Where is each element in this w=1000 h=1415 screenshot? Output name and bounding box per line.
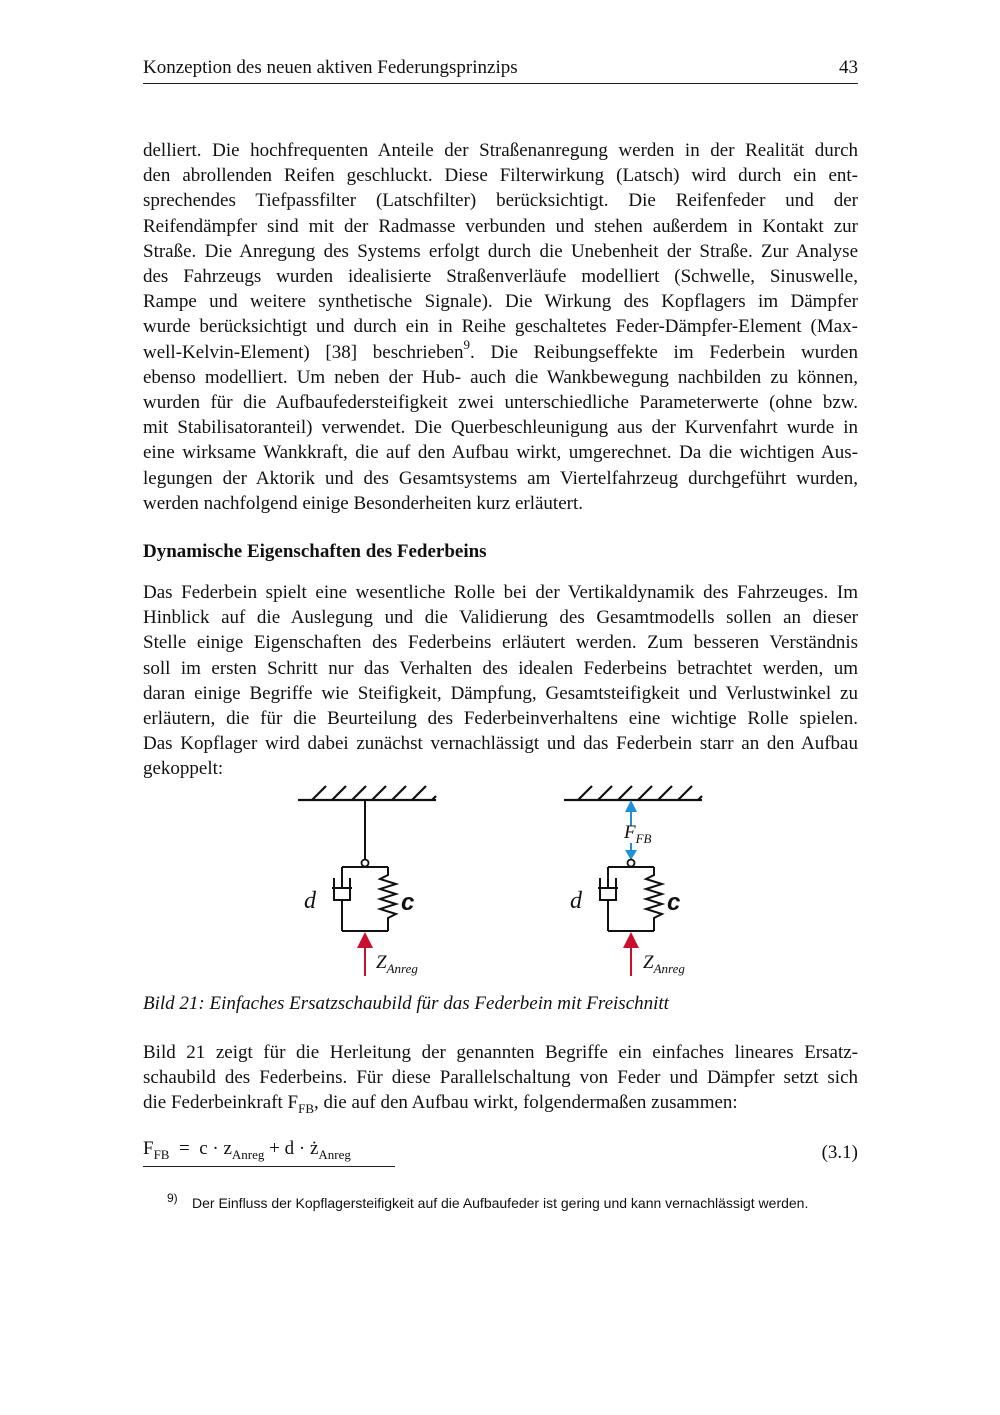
paragraph-line: wurden für die Aufbaufedersteifigkeit zwei unterschiedliche Parameterwerte (ohne bzw. [143, 392, 858, 414]
eq-equals: = [178, 1138, 190, 1159]
paragraph-line: Hinblick auf die Auslegung und die Validierung des Gesamtmodells sollen an dieser [143, 607, 858, 629]
fixed-ground-hatch [298, 786, 436, 800]
paragraph-line: erläutern, die für die Beurteilung des Federbeinverhaltens eine wichtige Rolle spielen. [143, 708, 858, 730]
paragraph-line: mit Stabilisatoranteil) verwendet. Die Querbeschleunigung aus der Kurvenfahrt wurde in [143, 417, 858, 439]
page-number: 43 [839, 57, 858, 78]
paragraph-line: Das Federbein spielt eine wesentliche Rolle bei der Vertikaldynamik des Fahrzeuges. Im [143, 582, 858, 603]
paragraph-line: Straße. Die Anregung des Systems erfolgt durch die Unebenheit der Straße. Zur Analyse [143, 240, 858, 262]
eq-term1-subscript: Anreg [231, 1147, 265, 1162]
eq-lhs: F [143, 1138, 154, 1159]
eq-lhs-subscript: FB [153, 1147, 170, 1162]
line-text: , die auf den Aufbau wirkt, folgendermaßen zusammen: [314, 1092, 738, 1114]
footnote [167, 1193, 827, 1214]
excitation-base: Z [376, 952, 387, 973]
paragraph-line: des Fahrzeugs wurden idealisierte Straßenverläufe modelliert (Schwelle, Sinuswelle, [143, 266, 858, 288]
figure-caption: Bild 21: Einfaches Ersatzschaubild für das Federbein mit Freischnitt [143, 993, 669, 1014]
equation-3-1 [143, 1138, 858, 1178]
line-text: well-Kelvin-Element) [38] beschrieben [143, 341, 464, 363]
right-strut-model-free-body [564, 786, 702, 976]
force-base: F [624, 822, 636, 843]
paragraph-derivation [143, 1040, 858, 1117]
header-title: Konzeption des neuen aktiven Federungsprinzips [143, 57, 518, 78]
fixed-ground-hatch [564, 786, 702, 800]
paragraph-line: soll im ersten Schritt nur das Verhalten des idealen Federbeins betrachtet werden, um [143, 657, 858, 679]
paragraph-line: legungen der Aktorik und des Gesamtsystems am Viertelfahrzeug durchgeführt wurden, [143, 467, 858, 489]
strut-diagram-figure [290, 780, 720, 980]
damper-label: d [570, 888, 582, 914]
paragraph-line: Bild 21 zeigt für die Herleitung der genannten Begriffe ein einfaches lineares Ersatz- [143, 1042, 858, 1063]
section-heading: Dynamische Eigenschaften des Federbeins [143, 541, 487, 562]
spring-damper-element [332, 867, 396, 931]
excitation-label [376, 952, 418, 976]
paragraph-line: schaubild des Federbeins. Für diese Parallelschaltung von Feder und Dämpfer setzt sich [143, 1067, 858, 1089]
paragraph-line: ebenso modelliert. Um neben der Hub- auch die Wankbewegung nachbilden zu können, [143, 366, 858, 388]
paragraph-line: sprechendes Tiefpassfilter (Latschfilter) berücksichtigt. Die Reifenfeder und der [143, 190, 858, 212]
spring-damper-element [598, 867, 662, 931]
joint [362, 860, 369, 867]
line-text: . Die Reibungseffekte im Federbein wurden [470, 341, 858, 363]
excitation-base: Z [643, 952, 654, 973]
paragraph-line [143, 1090, 858, 1116]
paragraph-line: delliert. Die hochfrequenten Anteile der Straßenanregung werden in der Realität durch [143, 140, 858, 161]
damper-label: d [304, 888, 316, 914]
excitation-subscript: Anreg [386, 961, 418, 976]
paragraph-line: Rampe und weitere synthetische Signale). Die Wirkung des Kopflagers im Dämpfer [143, 291, 858, 313]
force-subscript: FB [635, 831, 652, 846]
paragraph-line: Reifendämpfer sind mit der Radmasse verbunden und stehen außerdem in Kontakt zur [143, 215, 858, 237]
eq-plus: + [269, 1138, 280, 1159]
paragraph-line: Stelle einige Eigenschaften des Federbeins erläutert werden. Zum besseren Verständnis [143, 632, 858, 654]
paragraph-model-description [143, 138, 858, 516]
paragraph-line: den abrollenden Reifen geschluckt. Diese Filterwirkung (Latsch) wird durch ein ent- [143, 165, 858, 187]
paragraph-strut-intro [143, 580, 858, 782]
line-text: die Federbeinkraft F [143, 1092, 299, 1114]
footnote-reference[interactable]: 9 [463, 337, 471, 353]
paragraph-line: wurde berücksichtigt und durch ein in Reihe geschaltetes Feder-Dämpfer-Element (Max- [143, 316, 858, 338]
equation-number: (3.1) [821, 1142, 858, 1163]
paragraph-line: Das Kopflager wird dabei zunächst vernachlässigt und das Federbein starr an den Aufbau [143, 733, 858, 755]
paragraph-line: werden nachfolgend einige Besonderheiten kurz erläutert. [143, 492, 583, 514]
paragraph-line: eine wirksame Wankkraft, die auf den Aufbau wirkt, umgerechnet. Da die wichtigen Aus- [143, 442, 858, 464]
force-label [623, 822, 652, 846]
subscript: FB [298, 1101, 315, 1117]
eq-term2-subscript: Anreg [318, 1147, 351, 1162]
paragraph-line: gekoppelt: [143, 758, 224, 780]
running-header [143, 55, 858, 84]
footnote-text: Der Einfluss der Kopflagersteifigkeit auf die Aufbaufeder ist gering und kann vernachlässigt werden. [192, 1195, 809, 1211]
joint [628, 860, 635, 867]
spring-label: c [667, 889, 681, 916]
equation-formula [143, 1138, 395, 1167]
strut-diagram-svg [290, 780, 720, 980]
paragraph-line [143, 337, 858, 365]
eq-term2: d · ż [284, 1138, 319, 1159]
left-strut-model [298, 786, 436, 976]
footnote-mark: 9) [167, 1191, 178, 1205]
excitation-label [643, 952, 685, 976]
spring-label: c [401, 889, 415, 916]
eq-term1: c · z [199, 1138, 232, 1159]
excitation-subscript: Anreg [653, 961, 685, 976]
paragraph-line: daran einige Begriffe wie Steifigkeit, Dämpfung, Gesamtsteifigkeit und Verlustwinkel zu [143, 682, 858, 704]
